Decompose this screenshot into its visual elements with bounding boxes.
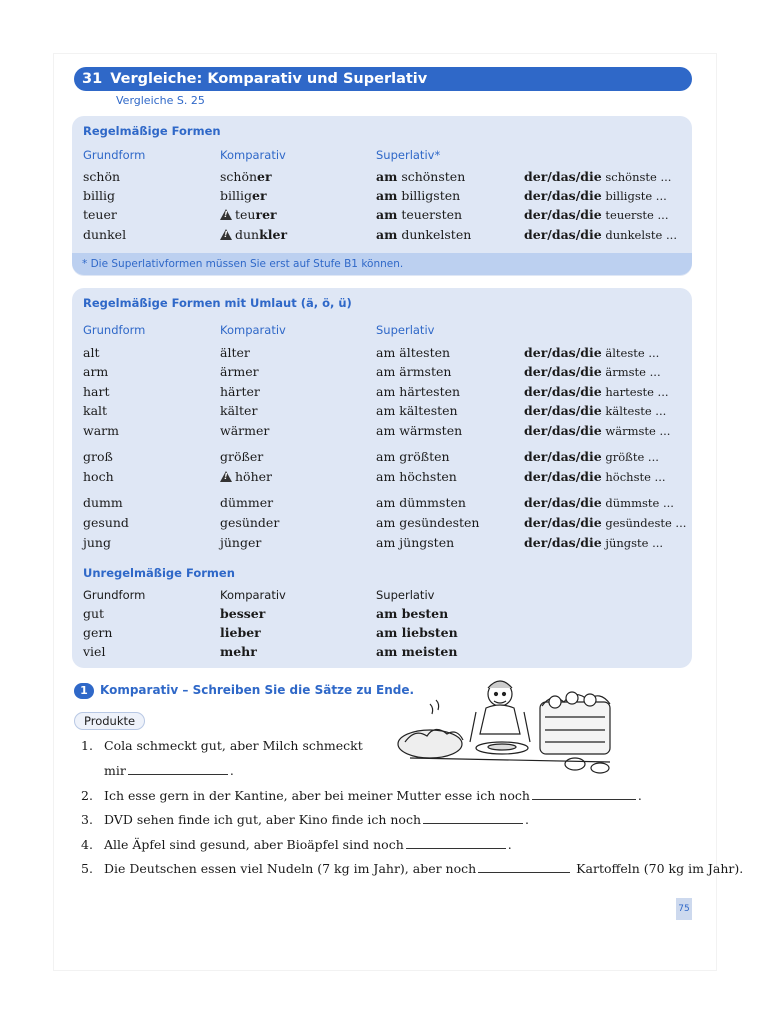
warning-icon <box>220 229 232 240</box>
irregular-heading: Unregelmäßige Formen <box>83 566 235 580</box>
table-row <box>0 345 768 364</box>
article-form-cell: der/das/die kälteste ... <box>524 403 667 418</box>
item-text: mir <box>104 763 126 778</box>
superlativ-cell: am dümmsten <box>376 495 466 510</box>
superlativ-cell: am ärmsten <box>376 364 452 379</box>
komparativ-cell: billiger <box>220 188 267 203</box>
komparativ-cell: dümmer <box>220 495 274 510</box>
grundform-cell: billig <box>83 188 115 203</box>
answer-blank[interactable] <box>423 822 523 824</box>
grundform-cell: schön <box>83 169 121 184</box>
article-form-cell: der/das/die jüngste ... <box>524 535 664 550</box>
exercise-item <box>81 788 642 803</box>
table-row <box>0 403 768 422</box>
exercise-item <box>81 837 512 852</box>
komparativ-cell: mehr <box>220 644 257 659</box>
table-row <box>0 423 768 442</box>
article-form-cell: der/das/die ärmste ... <box>524 364 661 379</box>
article-form-cell: der/das/die höchste ... <box>524 469 666 484</box>
article-form-cell: der/das/die wärmste ... <box>524 423 671 438</box>
table-row <box>0 364 768 383</box>
superlative-footnote: * Die Superlativformen müssen Sie erst auf Stufe B1 können. <box>72 253 692 275</box>
komparativ-cell: älter <box>220 345 250 360</box>
exercise-item <box>81 861 744 876</box>
superlativ-cell: am kältesten <box>376 403 458 418</box>
item-text: Alle Äpfel sind gesund, aber Bioäpfel sind noch <box>104 837 404 852</box>
table-row <box>0 188 768 207</box>
komparativ-cell: wärmer <box>220 423 270 438</box>
col-grundform: Grundform <box>83 323 146 337</box>
item-end: . <box>229 763 234 778</box>
item-text: Ich esse gern in der Kantine, aber bei meiner Mutter esse ich noch <box>104 788 530 803</box>
table-row <box>0 169 768 188</box>
grundform-cell: dumm <box>83 495 123 510</box>
exercise-number-badge: 1 <box>74 683 94 699</box>
table-row <box>0 207 768 226</box>
item-end: . <box>637 788 642 803</box>
superlativ-cell: am dunkelsten <box>376 227 472 242</box>
exercise-item <box>81 812 529 827</box>
grundform-cell: gesund <box>83 515 129 530</box>
item-end: Kartoffeln (70 kg im Jahr). <box>576 861 744 876</box>
superlativ-cell: am höchsten <box>376 469 457 484</box>
superlativ-cell: am ältesten <box>376 345 451 360</box>
col-komparativ: Komparativ <box>220 148 286 162</box>
superlativ-cell: am härtesten <box>376 384 461 399</box>
table-row <box>0 469 768 488</box>
chapter-reference: Vergleiche S. 25 <box>116 94 205 107</box>
superlativ-cell: am größten <box>376 449 450 464</box>
col-komparativ: Komparativ <box>220 588 286 602</box>
grundform-cell: viel <box>83 644 106 659</box>
table-row <box>0 227 768 246</box>
exercise-item <box>81 738 363 753</box>
grundform-cell: teuer <box>83 207 117 222</box>
superlativ-cell: am meisten <box>376 644 458 659</box>
grundform-cell: gut <box>83 606 105 621</box>
grundform-cell: alt <box>83 345 100 360</box>
col-komparativ: Komparativ <box>220 323 286 337</box>
komparativ-cell: jünger <box>220 535 262 550</box>
exercise-item-continued <box>104 763 234 778</box>
item-end: . <box>507 837 512 852</box>
col-superlativ: Superlativ <box>376 323 435 337</box>
col-grundform: Grundform <box>83 148 146 162</box>
article-form-cell: der/das/die dümmste ... <box>524 495 674 510</box>
komparativ-cell: größer <box>220 449 264 464</box>
table-row <box>0 644 768 663</box>
komparativ-cell: besser <box>220 606 266 621</box>
superlativ-cell: am schönsten <box>376 169 466 184</box>
exercise-title <box>74 683 414 699</box>
exercise-title-text: Komparativ – Schreiben Sie die Sätze zu Ende. <box>100 683 415 697</box>
table-row <box>0 535 768 554</box>
chapter-banner <box>74 67 692 91</box>
chapter-title: Vergleiche: Komparativ und Superlativ <box>110 71 428 87</box>
komparativ-cell: ! höher <box>220 469 272 484</box>
answer-blank[interactable] <box>128 773 228 775</box>
superlativ-cell: am liebsten <box>376 625 458 640</box>
item-number: 4. <box>81 837 93 852</box>
komparativ-cell: härter <box>220 384 260 399</box>
grundform-cell: warm <box>83 423 119 438</box>
article-form-cell: der/das/die harteste ... <box>524 384 669 399</box>
answer-blank[interactable] <box>532 798 636 800</box>
item-text: Cola schmeckt gut, aber Milch schmeckt <box>104 738 363 753</box>
superlativ-cell: am gesündesten <box>376 515 480 530</box>
table-row <box>0 515 768 534</box>
superlativ-cell: am billigsten <box>376 188 461 203</box>
col-grundform: Grundform <box>83 588 146 602</box>
komparativ-cell: ärmer <box>220 364 259 379</box>
komparativ-cell: lieber <box>220 625 261 640</box>
grundform-cell: hoch <box>83 469 114 484</box>
grundform-cell: hart <box>83 384 110 399</box>
article-form-cell: der/das/die gesündeste ... <box>524 515 687 530</box>
komparativ-cell: ! teurer <box>220 207 277 222</box>
item-text: Die Deutschen essen viel Nudeln (7 kg im Jahr), aber noch <box>104 861 477 876</box>
article-form-cell: der/das/die dunkelste ... <box>524 227 677 242</box>
komparativ-cell: ! dunkler <box>220 227 287 242</box>
warning-icon <box>220 471 232 482</box>
grundform-cell: arm <box>83 364 109 379</box>
answer-blank[interactable] <box>406 847 506 849</box>
col-superlativ: Superlativ* <box>376 148 441 162</box>
article-form-cell: der/das/die älteste ... <box>524 345 660 360</box>
article-form-cell: der/das/die schönste ... <box>524 169 672 184</box>
item-number: 2. <box>81 788 93 803</box>
superlativ-cell: am wärmsten <box>376 423 463 438</box>
regular-heading: Regelmäßige Formen <box>83 124 221 138</box>
komparativ-cell: gesünder <box>220 515 280 530</box>
item-number: 3. <box>81 812 93 827</box>
table-row <box>0 606 768 625</box>
chapter-number: 31 <box>82 71 103 87</box>
grundform-cell: dunkel <box>83 227 127 242</box>
item-number: 1. <box>81 738 93 753</box>
table-row <box>0 495 768 514</box>
superlativ-cell: am besten <box>376 606 449 621</box>
table-row <box>0 384 768 403</box>
grundform-cell: jung <box>83 535 111 550</box>
grundform-cell: kalt <box>83 403 108 418</box>
superlativ-cell: am teuersten <box>376 207 463 222</box>
item-number: 5. <box>81 861 93 876</box>
item-end: . <box>525 812 529 827</box>
col-superlativ: Superlativ <box>376 588 435 602</box>
article-form-cell: der/das/die teuerste ... <box>524 207 669 222</box>
item-text: DVD sehen finde ich gut, aber Kino finde ich noch <box>104 812 422 827</box>
topic-tag: Produkte <box>74 712 145 730</box>
table-row <box>0 449 768 468</box>
article-form-cell: der/das/die billigste ... <box>524 188 667 203</box>
page-number: 75 <box>676 898 692 920</box>
grundform-cell: groß <box>83 449 113 464</box>
warning-icon <box>220 209 232 220</box>
umlaut-heading: Regelmäßige Formen mit Umlaut (ä, ö, ü) <box>83 296 352 310</box>
answer-blank[interactable] <box>478 871 570 873</box>
eating-man-illustration <box>390 672 640 782</box>
komparativ-cell: schöner <box>220 169 272 184</box>
grundform-cell: gern <box>83 625 113 640</box>
superlativ-cell: am jüngsten <box>376 535 455 550</box>
table-row <box>0 625 768 644</box>
komparativ-cell: kälter <box>220 403 258 418</box>
article-form-cell: der/das/die größte ... <box>524 449 659 464</box>
